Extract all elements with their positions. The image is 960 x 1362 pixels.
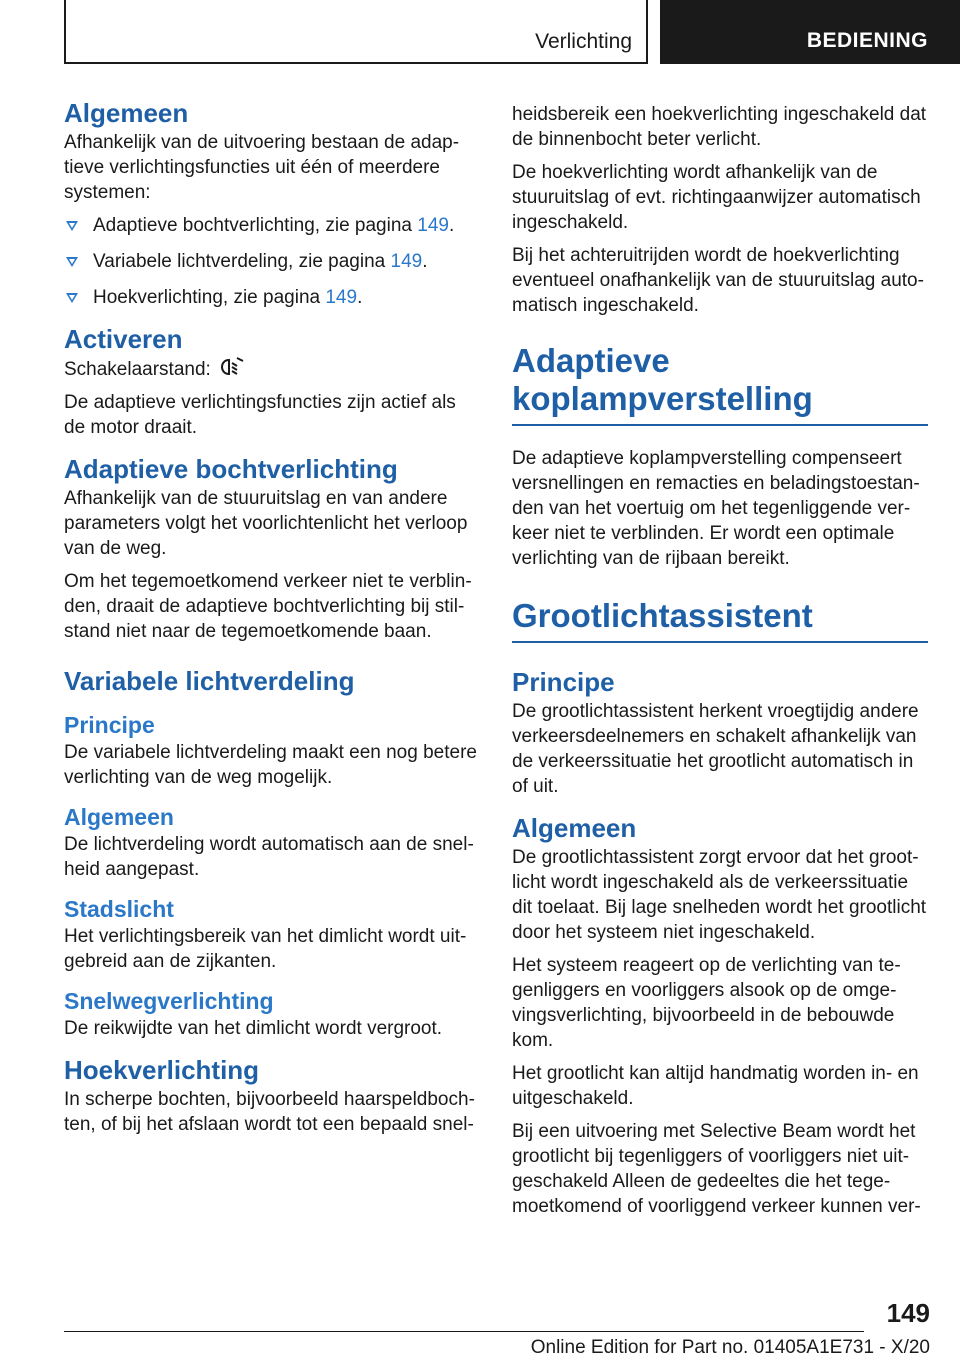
footer-edition: Online Edition for Part no. 01405A1E731 - X/20 (530, 1337, 930, 1358)
paragraph-hoek: In scherpe bochten, bijvoorbeeld haarspeldbochten, of bij het afslaan wordt tot een bepaald snel- (64, 1089, 475, 1135)
page-link[interactable]: 149 (417, 215, 449, 236)
paragraph-hoek-cont-1: heidsbereik een hoekverlichting ingeschakeld dat de binnenbocht beter verlicht. (512, 104, 927, 150)
switch-label: Schakelaarstand: (64, 359, 211, 380)
heading-algemeen: Algemeen (64, 98, 189, 128)
heading-hoekverlichting: Hoekverlichting (64, 1055, 260, 1085)
list-item-text: Hoekverlichting, zie pagina (93, 287, 326, 308)
list-item-end: . (448, 215, 455, 236)
list-item (64, 213, 480, 238)
heading-bochtverlichting: Adaptieve bochtverlichting (64, 454, 398, 484)
left-column (64, 96, 480, 1145)
heading-koplampverstelling: Adaptieve koplampverstelling (512, 342, 928, 426)
list-item (64, 249, 480, 274)
subheading-snelweg: Snelwegverlichting (64, 988, 274, 1014)
paragraph-snelweg: De reikwijdte van het dimlicht wordt vergroot. (64, 1018, 443, 1039)
paragraph-stadslicht: Het verlichtingsbereik van het dimlicht wordt uitgebreid aan de zijkanten. (64, 926, 467, 972)
triangle-down-icon (66, 293, 78, 303)
paragraph-principe-right: De grootlichtassistent herkent vroegtijdig andere verkeersdeelnemers en schakelt afhankelijk van de verkeerssituatie het grootlicht automatisch in of uit. (512, 701, 919, 797)
header-left-box (64, 0, 648, 64)
list-item-text: Adaptieve bochtverlichting, zie pagina (93, 215, 418, 236)
paragraph-algemeen-right-4: Bij een uitvoering met Selective Beam wordt het grootlicht bij tegenliggers of voorliggers niet uitgeschakeld Alleen de gedeeltes die het tegemoetkomend of voorliggend verkeer kunnen ver- (512, 1121, 921, 1217)
heading-variabele: Variabele lichtverdeling (64, 666, 355, 696)
paragraph-hoek-cont-2: De hoekverlichting wordt afhankelijk van de stuuruitslag of evt. richtingaanwijzer automatisch ingeschakeld. (512, 162, 921, 233)
list-item-end: . (422, 251, 428, 272)
triangle-down-icon (66, 257, 78, 267)
systems-list (64, 213, 480, 310)
list-item-text: Variabele lichtverdeling, zie pagina (93, 251, 391, 272)
paragraph-hoek-cont-3: Bij het achteruitrijden wordt de hoekverlichting eventueel onafhankelijk van de stuuruitslag automatisch ingeschakeld. (512, 245, 924, 316)
header-chapter-title: BEDIENING (806, 29, 928, 52)
paragraph-algemeen: Afhankelijk van de uitvoering bestaan de adaptieve verlichtingsfuncties uit één of meerdere systemen: (64, 132, 460, 203)
list-item (64, 285, 480, 310)
right-column (512, 102, 928, 1227)
paragraph-koplamp: De adaptieve koplampverstelling compenseert versnellingen en remacties en beladingstoestanden van het voertuig om het tegenliggende verkeer niet te verblinden. Er wordt een optimale verlichting van de rijbaan bereikt. (512, 448, 920, 569)
header-chapter-tab (660, 0, 960, 64)
paragraph-algemeen-right-3: Het grootlicht kan altijd handmatig worden in- en uitgeschakeld. (512, 1063, 919, 1109)
paragraph-algemeen-right-1: De grootlichtassistent zorgt ervoor dat het grootlicht wordt ingeschakeld als de verkeerssituatie dit toelaat. Bij lage snelheden wordt het grootlicht door het systeem niet ingeschakeld. (512, 847, 927, 943)
subheading-stadslicht: Stadslicht (64, 896, 174, 922)
page-link[interactable]: 149 (390, 251, 423, 272)
paragraph-algemeen-right-2: Het systeem reageert op de verlichting van tegenliggers en voorliggers alsook op de omgevingsverlichting, bijvoorbeeld in de bebouwde kom. (512, 955, 901, 1051)
paragraph-activeren: De adaptieve verlichtingsfuncties zijn actief als de motor draait. (64, 392, 456, 438)
page-number: 149 (886, 1298, 930, 1328)
paragraph-bocht-1: Afhankelijk van de stuuruitslag en van andere parameters volgt het voorlichtenlicht het verloop van de weg. (64, 488, 468, 559)
subheading-algemeen-right: Algemeen (512, 813, 637, 843)
header-section-title: Verlichting (535, 30, 632, 53)
footer-divider (64, 1331, 864, 1332)
paragraph-bocht-2: Om het tegemoetkomend verkeer niet te verblinden, draait de adaptieve bochtverlichting bij stilstand niet naar de tegemoetkomende baan. (64, 571, 472, 642)
subheading-principe: Principe (64, 712, 155, 738)
paragraph-principe: De variabele lichtverdeling maakt een nog betere verlichting van de weg mogelijk. (64, 742, 477, 788)
subheading-principe-right: Principe (512, 667, 615, 697)
list-item-end: . (357, 287, 363, 308)
subheading-algemeen: Algemeen (64, 804, 174, 830)
paragraph-schakelaarstand (64, 356, 480, 382)
paragraph-algemeen-2: De lichtverdeling wordt automatisch aan de snelheid aangepast. (64, 834, 474, 880)
heading-activeren: Activeren (64, 324, 183, 354)
heading-grootlichtassistent: Grootlichtassistent (512, 597, 928, 643)
auto-light-switch-icon (217, 356, 245, 378)
triangle-down-icon (66, 221, 78, 231)
page-link[interactable]: 149 (325, 287, 358, 308)
